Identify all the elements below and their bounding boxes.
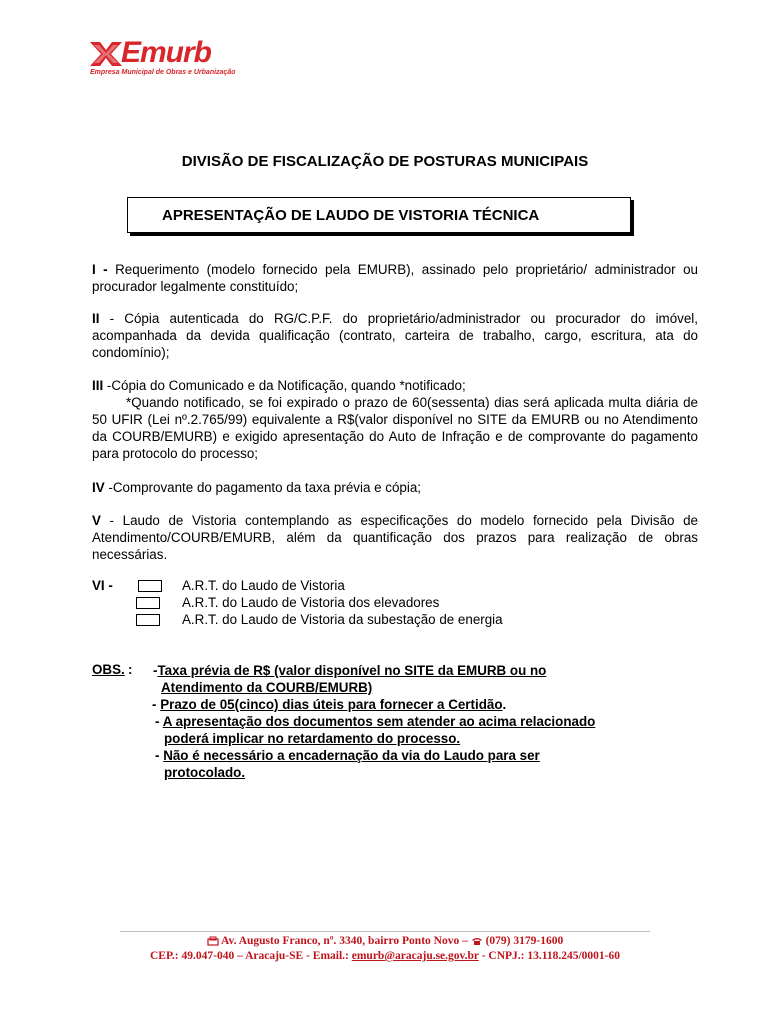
phone-icon (471, 936, 483, 946)
footer-address: Av. Augusto Franco, nº. 3340, bairro Ponto Novo – (221, 935, 468, 947)
obs-line-suffix: . (502, 697, 507, 712)
footer-cnpj: - CNPJ.: 13.118.245/0001-60 (481, 950, 621, 962)
item-ii-text: - Cópia autenticada do RG/C.P.F. do proprietário/administrador ou procurador do imóvel, acompanhada da devida qualificação (contrato, carteira de trabalho, cargo, escritura, ata do condomínio); (92, 311, 698, 360)
footer-email-link[interactable]: emurb@aracaju.se.gov.br (351, 950, 479, 962)
obs-line-text: A apresentação dos documentos sem atender ao acima relacionado (162, 714, 596, 729)
item-iii-note: *Quando notificado, se foi expirado o prazo de 60(sessenta) dias será aplicada multa diária de 50 UFIR (Lei nº.2.765/99) equivalente a R$(valor disponível no SITE da EMURB ou no Atendimento da COURB/EMURB) e exigido apresentação do Auto de Infração e de comprovante do pagamento para protocolo do processo; (92, 395, 698, 461)
logo-x-mark-icon (88, 38, 124, 70)
document-title: APRESENTAÇÃO DE LAUDO DE VISTORIA TÉCNICA (162, 207, 540, 224)
item-iv-number: IV (92, 480, 105, 495)
obs-line-prefix: - (153, 663, 158, 678)
item-iii-number: III (92, 378, 104, 393)
division-heading: DIVISÃO DE FISCALIZAÇÃO DE POSTURAS MUNICIPAIS (181, 153, 589, 170)
item-i (92, 261, 698, 295)
obs-line-text: Taxa prévia de R$ (valor disponível no SITE da EMURB ou no (157, 663, 547, 678)
item-iii (92, 377, 698, 462)
obs-line-text: Não é necessário a encadernação da via do Laudo para ser (163, 748, 540, 763)
art-checkbox[interactable] (136, 614, 160, 626)
obs-line (155, 747, 540, 764)
title-box (127, 197, 631, 233)
obs-line (161, 679, 372, 696)
art-option-label: A.R.T. do Laudo de Vistoria (182, 578, 345, 593)
obs-line-text: protocolado. (164, 765, 246, 780)
obs-line (164, 764, 245, 781)
art-option-label: A.R.T. do Laudo de Vistoria dos elevadores (182, 595, 440, 610)
item-v (92, 512, 698, 563)
item-iii-text: -Cópia do Comunicado e da Notificação, quando *notificado; (103, 378, 466, 393)
obs-line-text: Atendimento da COURB/EMURB) (161, 680, 373, 695)
item-i-number: I - (92, 262, 108, 277)
obs-label: OBS. (92, 662, 125, 677)
item-v-number: V (92, 513, 101, 528)
item-iv-text: -Comprovante do pagamento da taxa prévia e cópia; (104, 480, 422, 495)
art-checkbox[interactable] (138, 580, 162, 592)
item-i-text: Requerimento (modelo fornecido pela EMURB), assinado pelo proprietário/ administrador ou procurador legalmente constituído; (92, 262, 698, 294)
obs-line (152, 696, 506, 713)
obs-line (164, 730, 460, 747)
obs-line (155, 713, 595, 730)
item-ii (92, 310, 698, 361)
emurb-logo (88, 38, 248, 80)
art-option-label: A.R.T. do Laudo de Vistoria da subestação de energia (182, 612, 503, 627)
footer-cep: CEP.: 49.047-040 – Aracaju-SE - Email.: (149, 950, 349, 962)
logo-subtitle: Empresa Municipal de Obras e Urbanização (90, 69, 236, 76)
fax-icon (207, 936, 219, 946)
logo-wordmark: Emurb (121, 36, 212, 69)
item-iv (92, 479, 698, 496)
obs-colon: : (128, 662, 133, 677)
item-v-text: - Laudo de Vistoria contemplando as especificações do modelo fornecido pela Divisão de Atendimento/COURB/EMURB, além da quantificação dos prazos para realização de obras necessárias. (92, 513, 698, 562)
obs-line-text: Prazo de 05(cinco) dias úteis para fornecer a Certidão (160, 697, 503, 712)
item-ii-number: II (92, 311, 100, 326)
item-vi-number: VI - (92, 578, 113, 593)
footer-divider (120, 931, 650, 932)
obs-line-prefix: - (155, 748, 164, 763)
obs-line-prefix: - (152, 697, 161, 712)
obs-line (153, 662, 546, 679)
footer-phone: (079) 3179-1600 (485, 935, 564, 947)
obs-line-prefix: - (155, 714, 163, 729)
obs-line-text: poderá implicar no retardamento do processo. (164, 731, 461, 746)
footer-address-line (0, 935, 770, 947)
footer-contact-line (0, 950, 770, 962)
art-checkbox[interactable] (136, 597, 160, 609)
